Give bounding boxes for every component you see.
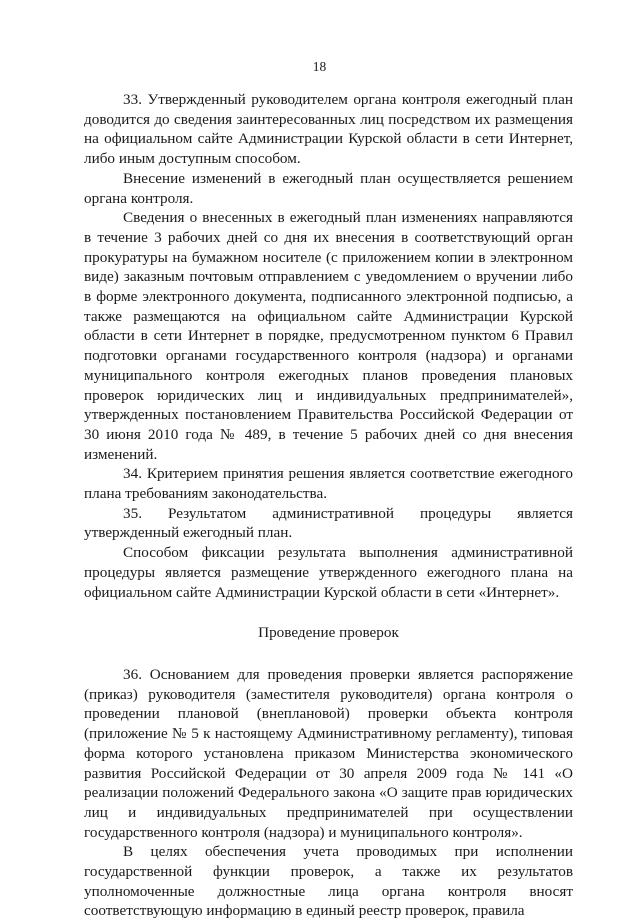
paragraph-34: 34. Критерием принятия решения является соответствие ежегодного плана требованиям законодательства. <box>84 465 573 503</box>
paragraph-36: 36. Основанием для проведения проверки является распоряжение (приказ) руководителя (заместителя руководителя) органа контроля о проведении плановой (внеплановой) проверки объекта контроля (приложение № 5 к настоящему Административному регламенту), типовая форма которого установлена приказом Министерства экономического развития Российской Федерации от 30 апреля 2009 года № 141 «О реализации положений Федерального закона «О защите прав юридических лиц и индивидуальных предпринимателей при осуществлении государственного контроля (надзора) и муниципального контроля». <box>84 665 573 841</box>
paragraph-35: 35. Результатом административной процедуры является утвержденный ежегодный план. <box>84 504 573 542</box>
paragraph-result-fixation: Способом фиксации результата выполнения административной процедуры является размещение утвержденного ежегодного плана на официальном сайте Администрации Курской области в сети «Интернет». <box>84 544 573 601</box>
paragraph-change-notification: Сведения о внесенных в ежегодный план изменениях направляются в течение 3 рабочих дней со дня их внесения в соответствующий орган прокуратуры на бумажном носителе (с приложением копии в электронном виде) заказным почтовым отправлением с уведомлением о вручении либо в форме электронного документа, подписанного электронной подписью, а также размещаются на официальном сайте Администрации Курской области в сети Интернет в порядке, предусмотренном пунктом 6 Правил подготовки органами государственного контроля (надзора) и органами муниципального контроля ежегодных планов проведения плановых проверок юридических лиц и индивидуальных предпринимателей», утвержденных постановлением Правительства Российской Федерации от 30 июня 2010 года № 489, в течение 5 рабочих дней со дня внесения изменений. <box>84 209 573 463</box>
page-number: 18 <box>312 59 327 74</box>
paragraph-plan-changes: Внесение изменений в ежегодный план осуществляется решением органа контроля. <box>84 169 573 207</box>
paragraph-inspection-registry: В целях обеспечения учета проводимых при исполнении государственной функции проверок, а также их результатов уполномоченные должностные лица органа контроля вносят соответствующую информацию в единый реестр проверок, правила <box>84 843 573 920</box>
section-heading: Проведение проверок <box>258 624 399 642</box>
paragraph-33: 33. Утвержденный руководителем органа контроля ежегодный план доводится до сведения заинтересованных лиц посредством их размещения на официальном сайте Администрации Курской области в сети Интернет, либо иным доступным способом. <box>84 91 573 168</box>
document-body <box>84 90 573 921</box>
